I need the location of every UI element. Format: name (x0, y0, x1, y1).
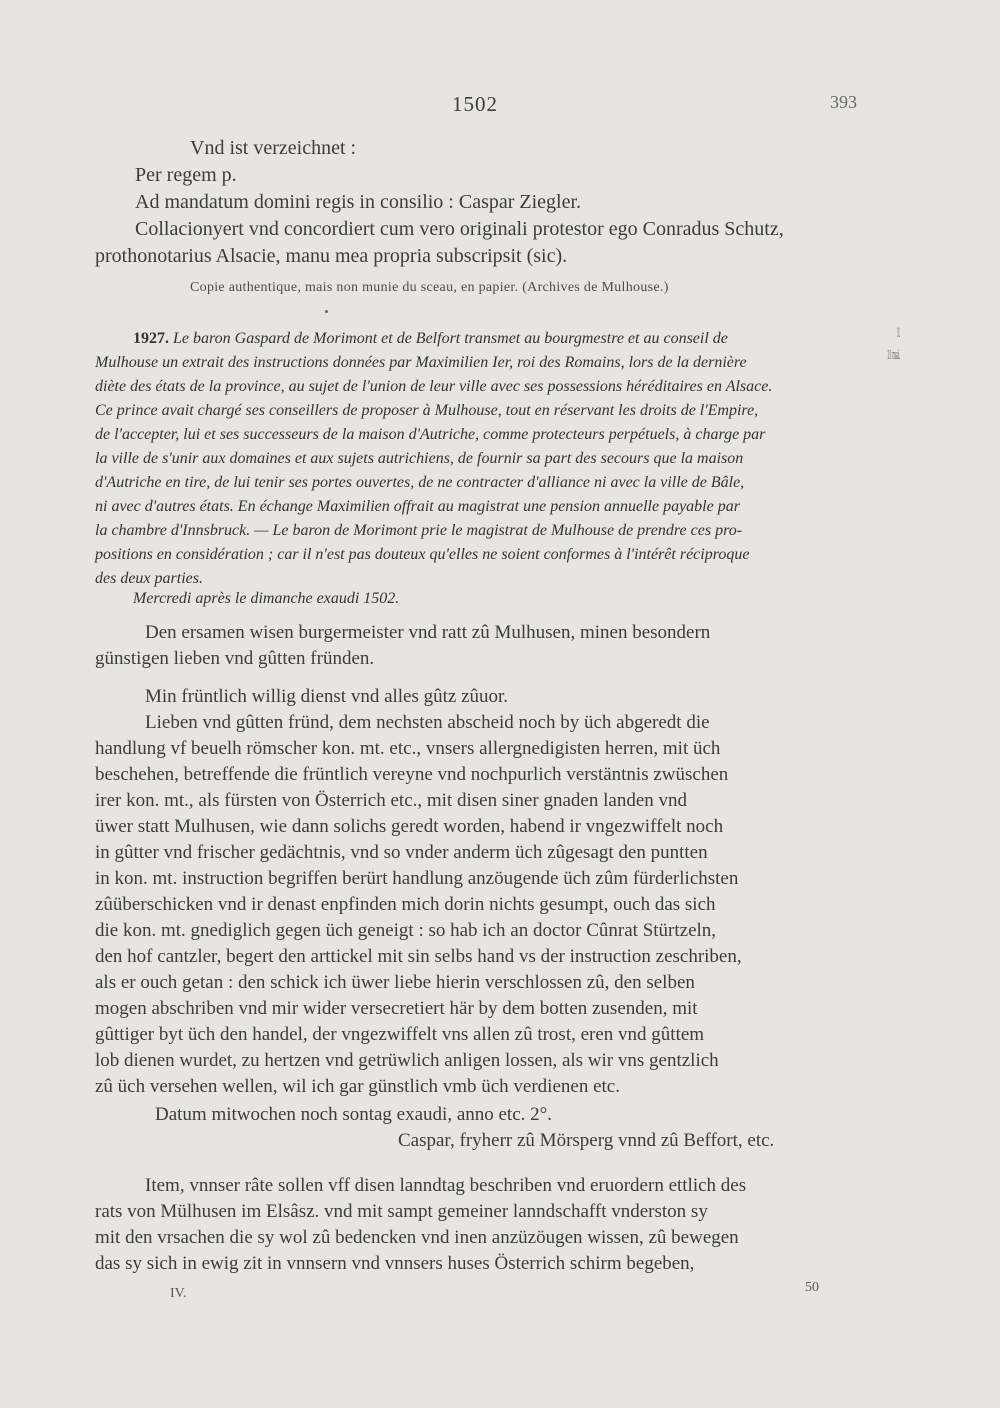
letter-body-line: Lieben vnd gûtten fründ, dem nechsten abscheid noch by üch abgeredt die (145, 712, 710, 733)
letter-body-line: irer kon. mt., als fürsten von Österrich etc., mit disen siner gnaden landen vnd (95, 790, 688, 811)
entry-summary-line: d'Autriche en tire, de lui tenir ses portes ouvertes, de ne contracter d'alliance ni avec la ville de Bâle, (95, 474, 745, 491)
page-number: 393 (830, 92, 857, 112)
entry-summary-line: de l'accepter, lui et ses successeurs de la maison d'Autriche, comme protecteurs perpétuels, à charge par (95, 426, 766, 443)
letter-body-line: die kon. mt. gnediglich gegen üch geneigt : so hab ich an doctor Cûnrat Stürtzeln, (95, 920, 717, 941)
letter-body-line: gûttiger byt üch den handel, der vngezwiffelt vns allen zû trost, eren vnd gûttem (95, 1024, 705, 1045)
entry-summary-line: positions en considération ; car il n'est pas douteux qu'elles ne soient conformes à l'intérêt réciproque (95, 546, 750, 563)
prev-doc-line: Vnd ist verzeichnet : (190, 137, 357, 159)
running-header-year: 1502 (452, 92, 498, 116)
letter-body-line: zûüberschicken vnd ir denast enpfinden mich dorin nichts gesumpt, ouch das sich (95, 894, 716, 915)
source-note: Copie authentique, mais non munie du sceau, en papier. (Archives de Mulhouse.) (190, 280, 669, 295)
letter-address: günstigen lieben vnd gûtten fründen. (95, 648, 375, 669)
enclosure-line: Item, vnnser râte sollen vff disen lanndtag beschriben vnd eruordern ettlich des (145, 1175, 747, 1196)
letter-body-line: lob dienen wurdet, zu hertzen vnd getrüwlich anligen lossen, als wir vns gentzlich (95, 1050, 719, 1071)
prev-doc-line: Ad mandatum domini regis in consilio : Caspar Ziegler. (135, 191, 582, 213)
margin-year: 1502. (897, 325, 900, 341)
letter-body-line: üwer statt Mulhusen, wie dann solichs geredt worden, habend ir vngezwiffelt noch (95, 816, 724, 837)
entry-summary-line: la ville de s'unir aux domaines et aux sujets autrichiens, de fournir sa part des secours que la maison (95, 450, 744, 467)
letter-body-line: mogen abschriben vnd mir wider versecretiert här by dem botten zusenden, mit (95, 998, 698, 1019)
entry-summary-line: 1927. Le baron Gaspard de Morimont et de Belfort transmet au bourgmestre et au conseil de (133, 330, 728, 347)
letter-body-line: handlung vf beuelh römscher kon. mt. etc., vnsers allergnedigisten herren, mit üch (95, 738, 721, 759)
entry-summary-line: diète des états de la province, au sujet de l'union de leur ville avec ses possessions héréditaires en Alsace. (95, 378, 773, 395)
prev-doc-line: Collacionyert vnd concordiert cum vero originali protestor ego Conradus Schutz, (135, 218, 784, 240)
letter-body-line: zû üch versehen wellen, wil ich gar günstlich vmb üch verdienen etc. (95, 1076, 620, 1097)
letter-signature: Caspar, fryherr zû Mörsperg vnnd zû Beffort, etc. (398, 1130, 775, 1151)
letter-body-line: beschehen, betreffende die früntlich vereyne vnd nochpurlich verstäntnis zwüschen (95, 764, 729, 785)
entry-summary-line: ni avec d'autres états. En échange Maximilien offrait au magistrat une pension annuelle payable par (95, 498, 740, 515)
separator-dot (325, 310, 328, 313)
enclosure-line: mit den vrsachen die sy wol zû bedencken vnd inen anzüzöugen wissen, zû bewegen (95, 1227, 739, 1248)
entry-dating: Mercredi après le dimanche exaudi 1502. (133, 590, 400, 607)
letter-body-line: als er ouch getan : den schick ich üwer liebe hierin verschlossen zû, den selben (95, 972, 695, 993)
enclosure-line: das sy sich in ewig zit in vnnsern vnd vnnsers huses Österrich schirm begeben, (95, 1253, 695, 1274)
enclosure-line: rats von Mülhusen im Elsâsz. vnd mit sampt gemeiner lanndschafft vnderston sy (95, 1201, 708, 1222)
entry-summary-line: Mulhouse un extrait des instructions données par Maximilien Ier, roi des Romains, lors de la dernière (95, 354, 747, 371)
letter-body-line: den hof cantzler, begert den arttickel mit sin selbs hand vs der instruction zeschriben, (95, 946, 742, 967)
letter-body-line: in kon. mt. instruction begriffen berürt handlung anzöugende üch zûm fürderlichsten (95, 868, 739, 889)
letter-greeting: Min früntlich willig dienst vnd alles gûtz zûuor. (145, 686, 509, 707)
prev-doc-line: Per regem p. (135, 164, 237, 186)
volume-mark: IV. (170, 1286, 187, 1301)
entry-summary-line: des deux parties. (95, 570, 203, 587)
signature-mark: 50 (805, 1280, 819, 1295)
entry-summary-line: Ce prince avait chargé ses conseillers de proposer à Mulhouse, tout en réservant les droits de l'Empire, (95, 402, 759, 419)
entry-summary-line: la chambre d'Innsbruck. — Le baron de Morimont prie le magistrat de Mulhouse de prendre ces pro- (95, 522, 743, 539)
entry-number: 1927. (133, 330, 169, 347)
letter-body-line: in gûtter vnd frischer gedächtnis, vnd so vnder anderm üch zûgesagt den puntten (95, 842, 708, 863)
prev-doc-line: prothonotarius Alsacie, manu mea propria subscripsit (sic). (95, 245, 568, 267)
letter-address: Den ersamen wisen burgermeister vnd ratt zû Mulhusen, minen besondern (145, 622, 711, 643)
margin-day: 11 mai. (887, 347, 901, 363)
letter-date-line: Datum mitwochen noch sontag exaudi, anno etc. 2°. (155, 1104, 552, 1125)
